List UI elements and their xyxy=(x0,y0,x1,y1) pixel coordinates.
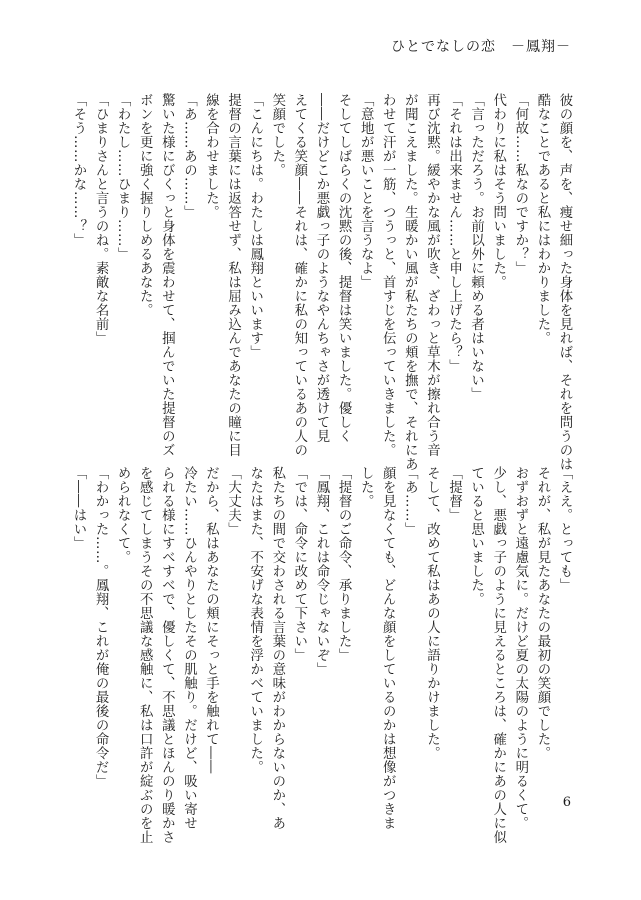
page-number: 6 xyxy=(562,795,571,810)
text-line: 代わりに私はそう問いました。 xyxy=(490,93,506,289)
text-line: 私たちの間で交わされる言葉の意味がわからないのか、あ xyxy=(269,466,285,830)
text-line: 線を合わせました。 xyxy=(203,93,219,219)
text-line: 「それは出来ません……と申し上げたら？」 xyxy=(446,93,462,373)
text-line: えてくる笑顔――それは、確かに私の知っているあの人の xyxy=(291,93,307,457)
text-line: そして、改めて私はあの人に語りかけました。 xyxy=(424,466,440,760)
text-line: 冷たい……ひんやりとしたその肌触り。だけど、吸い寄せ xyxy=(181,466,197,830)
text-line: 「提督」 xyxy=(446,466,462,522)
text-line: ボンを更に強く握りしめるあなた。 xyxy=(137,93,153,317)
text-line: それが、私が見たあなたの最初の笑顔でした。 xyxy=(534,466,550,760)
text-line: 「言っただろう。お前以外に頼める者はいない」 xyxy=(468,93,484,401)
text-line: だから、私はあなたの頬にそっと手を触れて―― xyxy=(203,466,219,774)
text-line: わせて汗が一筋、つうっと、首すじを伝っていきました。 xyxy=(380,93,396,457)
text-line: 笑顔でした。 xyxy=(269,93,285,177)
text-line: 驚いた様にびくっと身体を震わせて、掴んでいた提督のズ xyxy=(159,93,175,457)
running-header: ひとでなしの恋 －鳳翔－ xyxy=(391,39,571,55)
text-line: 再び沈黙。緩やかな風が吹き、ざわっと草木が擦れ合う音 xyxy=(424,93,440,457)
text-line: 酷なことであると私にはわかりました。 xyxy=(534,93,550,345)
text-line: を感じてしまうその不思議な感触に、私は口許が綻ぶのを止 xyxy=(137,466,153,844)
text-line: められなくて。 xyxy=(115,466,131,564)
text-line: 「あ……」 xyxy=(402,466,418,536)
text-line: 「――はい」 xyxy=(70,466,86,550)
text-line: 「ひまりさんと言うのね。素敵な名前」 xyxy=(93,93,109,345)
text-line: 「そう……かな……？」 xyxy=(70,93,86,247)
text-line: そしてしばらくの沈黙の後、提督は笑いました。優しく xyxy=(336,93,352,443)
text-line: 顔を見なくても、どんな顔をしているのかは想像がつきま xyxy=(380,466,396,830)
text-line: 少し、悪戯っ子のように見えるところは、確かにあの人に似 xyxy=(490,466,506,844)
text-line: おずおずと遠慮気に。だけど夏の太陽のように明るくて。 xyxy=(512,466,528,830)
text-block-upper xyxy=(67,93,575,471)
text-block-lower xyxy=(67,466,575,844)
text-line: 彼の顔を、声を、痩せ細った身体を見れば、それを問うのは xyxy=(557,93,572,471)
text-line: られる様にすべすべで、優しくて、不思議とほんのり暖かさ xyxy=(159,466,175,844)
text-line: 「わかった……。鳳翔、これが俺の最後の命令だ」 xyxy=(93,466,109,788)
text-line: 「ええ。とっても」 xyxy=(557,466,572,592)
text-line: ――だけどこか悪戯っ子のようなやんちゃさが透けて見 xyxy=(313,93,329,443)
text-line: ていると思いました。 xyxy=(468,466,484,606)
text-line: 「あ……あの……」 xyxy=(181,93,197,219)
text-line: 「大丈夫」 xyxy=(225,466,241,536)
text-line: 「わたし……ひまり……」 xyxy=(115,93,131,261)
text-line: が聞こえました。生暖かい風が私たちの頬を撫で、それにあ xyxy=(402,93,418,471)
text-line: なたはまた、不安げな表情を浮かべていました。 xyxy=(247,466,263,774)
text-line: 「何故……私なのですか？」 xyxy=(512,93,528,275)
text-line: 提督の言葉には返答せず、私は屈み込んであなたの瞳に目 xyxy=(225,93,241,457)
text-line: した。 xyxy=(358,466,374,508)
text-line: 「鳳翔、これは命令じゃないぞ」 xyxy=(313,466,329,676)
text-line: 「意地が悪いことを言うなよ」 xyxy=(358,93,374,289)
text-line: 「提督のご命令、承りました」 xyxy=(336,466,352,662)
text-line: 「では、命令に改めて下さい」 xyxy=(291,466,307,662)
text-line: 「こんにちは。わたしは鳳翔といいます」 xyxy=(247,93,263,359)
